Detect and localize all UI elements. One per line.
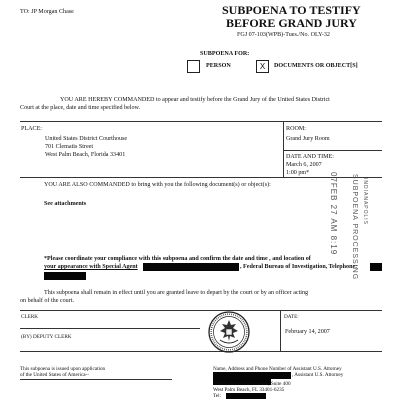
date-value: March 6, 2007 [286,162,322,168]
room-label: ROOM: [286,126,306,132]
command-text-line1: YOU ARE HEREBY COMMANDED to appear and testify before the Grand Jury of the United States District [60,97,330,103]
case-number: FGJ 07-103(WPB)-Tues./No. OLY-32 [237,32,330,38]
redacted-attorney-name [213,372,291,379]
redacted-attorney-telephone [226,393,266,399]
processing-stamp-city: INDIANAPOLIS [362,178,368,226]
redacted-telephone-end [370,263,382,271]
room-value: Grand Jury Room [286,136,330,142]
redacted-agent-name [143,263,239,271]
date-issued: February 14, 2007 [285,329,330,335]
coordinate-text-line2a: your appearance with Special Agent [44,264,138,270]
effect-text-line2: on behalf of the court. [20,298,74,304]
command-text-line2: Court at the place, date and time specified below. [20,105,141,111]
coordinate-text-line1: *Please coordinate your compliance with this subpoena and confirm the date and time , and location of [44,256,311,262]
person-checkbox[interactable] [187,60,200,73]
attorney-header: Name, Address and Phone Number of Assistant U.S. Attorney [213,366,342,372]
attorney-address-line2: West Palm Beach, FL 33401-6235 [213,387,285,393]
date-label: DATE: [284,314,299,320]
attorney-address-line1: 500 So. Australian Avenue, Suite 400 [213,381,291,387]
coordinate-text-line2b: , Federal Bureau of Investigation, Telephone: [240,264,358,270]
place-label: PLACE: [21,126,42,132]
issued-underline [20,379,172,380]
also-commanded-text: YOU ARE ALSO COMMANDED to bring with you the following document(s) or object(s): [44,182,271,188]
court-seal-icon [206,310,252,354]
issued-upon-application: This subpoena is issued upon application [20,366,106,372]
deputy-clerk-label: (BY) DEPUTY CLERK [21,334,72,340]
clerk-box-divider [280,310,281,352]
redacted-telephone [44,272,86,280]
attorney-tel-label: Tel: [213,393,221,399]
document-title-line2: BEFORE GRAND JURY [226,16,357,30]
place-box-bottom-border [20,177,382,178]
recipient-line: TO: JP Morgan Chase [20,9,74,15]
place-box-divider [283,121,284,177]
received-date-stamp: 07FEB 27 AM 8:19 [329,172,338,256]
subpoena-for-label: SUBPOENA FOR: [200,51,250,57]
date-time-label: DATE AND TIME: [286,154,334,160]
documents-checkbox[interactable]: X [256,60,269,73]
documents-label: DOCUMENTS OR OBJECT[S] [274,63,358,69]
attorney-title: , Assistant U.S. Attorney [292,372,344,378]
room-date-divider [283,150,382,151]
effect-text-line1: This subpoena shall remain in effect until you are granted leave to depart by the court or by an officer acting [44,290,309,296]
place-line1: United States District Courthouse [45,136,128,142]
processing-stamp: SUBPOENA PROCESSING [351,174,358,281]
clerk-signature-line [20,328,200,329]
place-line2: 701 Clematis Street [45,144,94,150]
issued-united-states: of the United States of America-- [20,372,89,378]
document-title-line1: SUBPOENA TO TESTIFY [222,3,361,17]
see-attachments: See attachments [44,201,87,207]
clerk-box-bottom-border [20,351,382,352]
time-value: 1:00 pm* [286,170,310,176]
place-line3: West Palm Beach, Florida 33401 [45,152,126,158]
person-label: PERSON [206,63,231,69]
place-box-top-border [20,121,382,122]
clerk-label: CLERK [21,314,39,320]
clerk-box-top-border [20,310,382,311]
